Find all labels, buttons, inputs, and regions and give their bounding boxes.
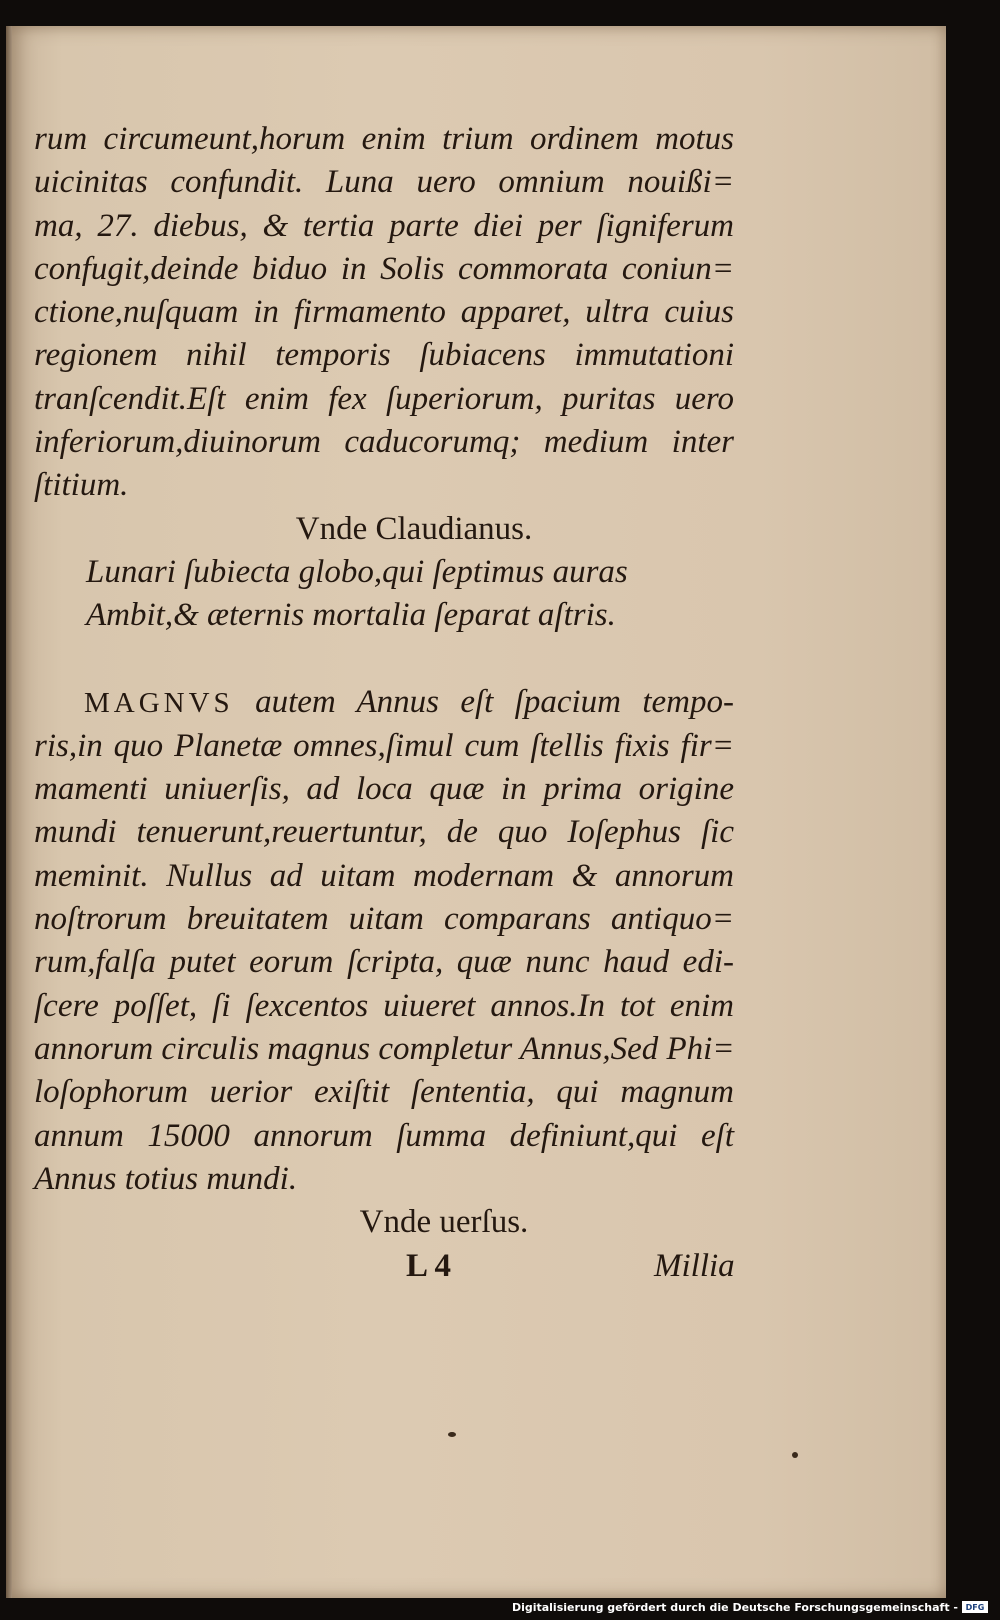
- text-line: ctione,nuſquam in firmamento apparet, ultra cuius: [34, 294, 734, 331]
- text-line: Annus totius mundi.: [34, 1160, 298, 1197]
- verse-line: Lunari ſubiecta globo,qui ſeptimus auras: [86, 553, 628, 590]
- dfg-logo-icon: DFG: [962, 1601, 988, 1613]
- page-text: [34, 118, 734, 1244]
- text-line: ma, 27. diebus, & tertia parte diei per ſigniferum: [34, 207, 734, 244]
- page-edge: [6, 26, 12, 1598]
- text-line: annum 15000 annorum ſumma definiunt,qui eſt: [34, 1117, 734, 1154]
- signature-mark: L 4: [406, 1248, 451, 1284]
- lead-line-rest: autem Annus eſt ſpacium tempo-: [255, 683, 734, 720]
- text-line: loſophorum uerior exiſtit ſententia, qui magnum: [34, 1074, 734, 1111]
- text-line: uicinitas confundit. Luna uero omnium nouißi=: [34, 164, 734, 201]
- paragraph-gap: [34, 638, 734, 681]
- text-line: noſtrorum breuitatem uitam comparans antiquo=: [34, 901, 734, 938]
- lead-word: MAGNVS: [84, 686, 234, 719]
- paragraph-lead-line: [34, 681, 734, 725]
- footer-text: Digitalisierung gefördert durch die Deutsche Forschungsgemeinschaft -: [511, 1600, 958, 1614]
- text-line: annorum circulis magnus completur Annus,Sed Phi=: [34, 1030, 735, 1067]
- section-caption: Vnde uerſus.: [359, 1204, 529, 1241]
- text-line: ſcere poſſet, ſi ſexcentos uiueret annos.In tot enim: [34, 987, 734, 1024]
- text-line: tranſcendit.Eſt enim fex ſuperiorum, puritas uero: [34, 380, 734, 417]
- text-line: mundi tenuerunt,reuertuntur, de quo Ioſephus ſic: [34, 814, 734, 851]
- book-page: [6, 26, 946, 1598]
- text-line: ſtitium.: [34, 467, 129, 504]
- ink-speck: [792, 1452, 798, 1458]
- text-line: regionem nihil temporis ſubiacens immutationi: [34, 337, 734, 374]
- verse-line: Ambit,& æternis mortalia ſeparat aſtris.: [86, 597, 616, 634]
- catchword: Millia: [654, 1248, 735, 1284]
- text-line: inferiorum,diuinorum caducorumq; medium inter: [34, 424, 734, 461]
- ink-speck: [448, 1432, 456, 1437]
- text-line: ris,in quo Planetæ omnes,ſimul cum ſtellis fixis fir=: [34, 727, 734, 764]
- text-line: confugit,deinde biduo in Solis commorata coniun=: [34, 250, 734, 287]
- text-line: mamenti uniuerſis, ad loca quæ in prima origine: [34, 771, 734, 808]
- footer-credit: [512, 1598, 988, 1616]
- text-line: rum,falſa putet eorum ſcripta, quæ nunc haud edi-: [34, 944, 734, 981]
- text-line: rum circumeunt,horum enim trium ordinem motus: [34, 121, 734, 157]
- text-line: meminit. Nullus ad uitam modernam & annorum: [34, 857, 734, 894]
- section-caption: Vnde Claudianus.: [295, 510, 533, 547]
